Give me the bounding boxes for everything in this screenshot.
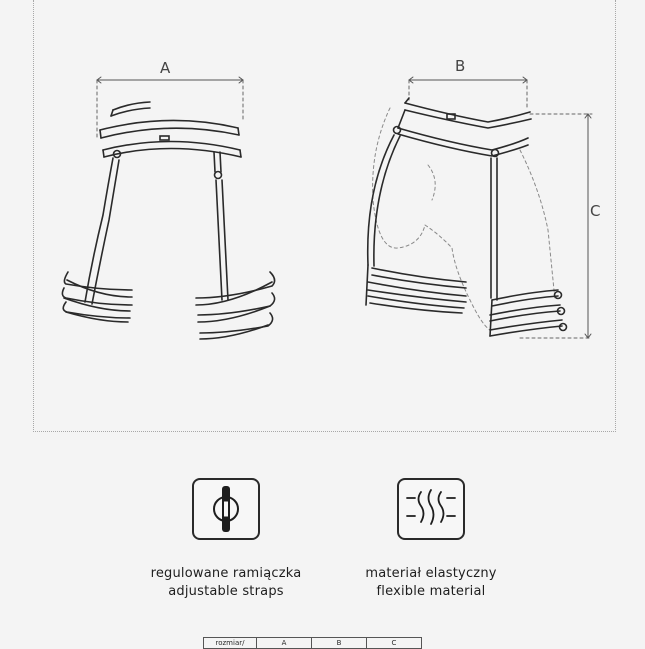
adjustable-strap-icon [192,478,260,540]
size-table-header-row [204,638,422,649]
dimension-c-label: C [590,202,601,220]
size-table-header-b: B [312,638,367,649]
size-table-header-a: A [257,638,312,649]
feature-elastic-caption [321,565,541,601]
dimension-a-label: A [160,59,171,77]
feature-elastic-label-pl: materiał elastyczny [365,566,497,581]
size-table-header-c: C [367,638,422,649]
feature-adjustable-caption [116,565,336,601]
front-view [62,77,274,339]
dimension-b-label: B [455,57,466,75]
feature-adjustable-label-pl: regulowane ramiączka [150,566,302,581]
feature-adjustable-label-en: adjustable straps [168,584,284,599]
elastic-material-icon [397,478,465,540]
feature-elastic-label-en: flexible material [376,584,486,599]
side-view [366,77,592,338]
size-table-header-size: rozmiar/ [204,638,257,649]
size-table [203,637,422,649]
